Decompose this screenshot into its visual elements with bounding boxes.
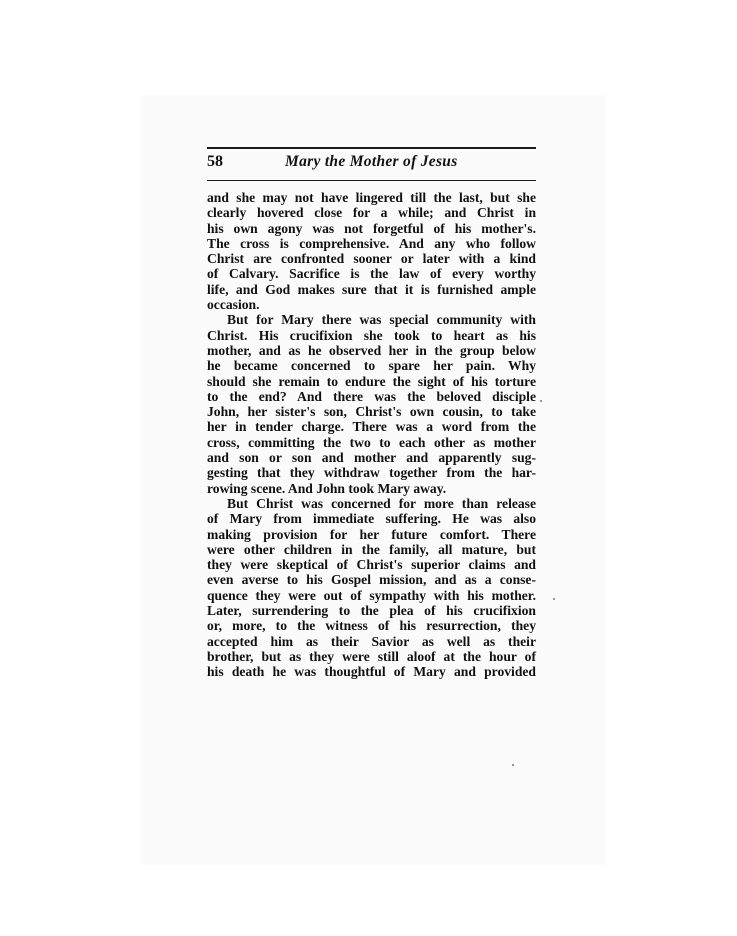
- text-line: accepted him as their Savior as well as their: [207, 633, 536, 649]
- text-line: and she may not have lingered till the last, but she: [207, 190, 536, 205]
- text-line: rowing scene. And John took Mary away.: [207, 480, 447, 496]
- text-line: But for Mary there was special community with: [227, 312, 536, 328]
- text-line: they were skeptical of Christ's superior claims and: [207, 557, 536, 573]
- text-line: his death he was thoughtful of Mary and provided: [207, 664, 536, 680]
- text-line: Christ. His crucifixion she took to heart as his: [207, 327, 536, 343]
- text-line: Later, surrendering to the plea of his crucifixion: [207, 603, 536, 619]
- text-line: But Christ was concerned for more than release: [227, 495, 536, 511]
- text-line: John, her sister's son, Christ's own cousin, to take: [207, 404, 536, 420]
- text-line: gesting that they withdraw together from the har-: [207, 465, 536, 481]
- text-line: clearly hovered close for a while; and Christ in: [207, 205, 536, 221]
- text-line: were other children in the family, all mature, but: [207, 541, 536, 557]
- text-line: life, and God makes sure that it is furnished ample: [207, 281, 536, 297]
- header-rule-top: [207, 147, 536, 149]
- running-title: Mary the Mother of Jesus: [285, 153, 458, 170]
- page-number: 58: [207, 153, 223, 170]
- text-line: of Calvary. Sacrifice is the law of every worthy: [207, 266, 536, 282]
- text-line: her in tender charge. There was a word from the: [207, 419, 536, 435]
- text-line: occasion.: [207, 297, 260, 313]
- text-line: The cross is comprehensive. And any who follow: [207, 235, 536, 251]
- scan-speck: [512, 764, 514, 766]
- text-line: of Mary from immediate suffering. He was also: [207, 511, 536, 527]
- text-line: and son or son and mother and apparently sug-: [207, 450, 536, 466]
- text-line: Christ are confronted sooner or later with a kind: [207, 251, 536, 267]
- scan-speck: [553, 598, 555, 600]
- text-line: his own agony was not forgetful of his mother's.: [207, 220, 536, 236]
- header-rule-bottom: [207, 180, 536, 181]
- text-line: quence they were out of sympathy with his mother.: [207, 587, 536, 603]
- body-text: [207, 190, 536, 680]
- running-header: [207, 151, 536, 175]
- text-line: mother, and as he observed her in the group below: [207, 342, 536, 358]
- text-line: should she remain to endure the sight of his torture: [207, 373, 536, 389]
- text-line: even averse to his Gospel mission, and as a conse-: [207, 572, 536, 588]
- text-line: to the end? And there was the beloved disciple: [207, 388, 536, 404]
- text-line: he became concerned to spare her pain. Why: [207, 358, 536, 374]
- text-line: brother, but as they were still aloof at the hour of: [207, 648, 536, 664]
- text-line: cross, committing the two to each other as mother: [207, 434, 536, 450]
- text-line: or, more, to the witness of his resurrection, they: [207, 618, 536, 634]
- text-line: making provision for her future comfort. There: [207, 526, 536, 542]
- scan-speck: [540, 400, 542, 402]
